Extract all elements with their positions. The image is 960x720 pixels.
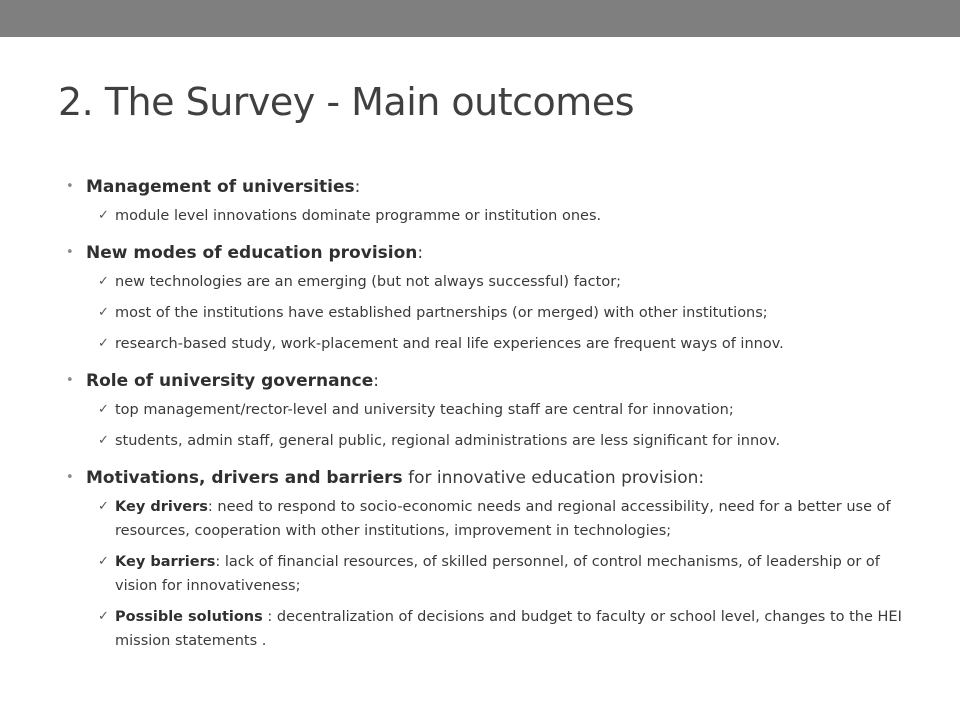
sub-item-lead: Possible solutions xyxy=(115,609,263,625)
bullet-icon: • xyxy=(66,245,74,260)
sub-item xyxy=(84,301,924,325)
top-bar xyxy=(0,0,960,37)
outcome-section xyxy=(66,174,924,228)
section-heading-bold: Management of universities xyxy=(86,177,355,197)
sub-item xyxy=(84,204,924,228)
checkmark-icon: ✓ xyxy=(98,402,109,417)
section-heading xyxy=(66,368,924,394)
section-heading xyxy=(66,174,924,200)
checkmark-icon: ✓ xyxy=(98,433,109,448)
sub-item xyxy=(84,605,924,653)
sub-item-text: research-based study, work-placement and real life experiences are frequent ways of innov. xyxy=(115,336,784,352)
checkmark-icon: ✓ xyxy=(98,554,109,569)
section-heading-rest: : xyxy=(373,371,379,391)
sub-item-lead: Key barriers xyxy=(115,554,216,570)
sub-item-text: students, admin staff, general public, regional administrations are less significant for innov. xyxy=(115,433,781,449)
sub-item xyxy=(84,332,924,356)
checkmark-icon: ✓ xyxy=(98,305,109,320)
bullet-icon: • xyxy=(66,470,74,485)
outcome-section xyxy=(66,240,924,356)
outcome-section xyxy=(66,368,924,453)
section-heading xyxy=(66,240,924,266)
slide-title: 2. The Survey - Main outcomes xyxy=(58,80,635,124)
section-heading-rest: : xyxy=(354,177,361,197)
section-heading-bold: Motivations, drivers and barriers xyxy=(86,468,403,488)
sub-item-text: new technologies are an emerging (but not always successful) factor; xyxy=(115,274,622,290)
sub-item-list xyxy=(66,495,924,653)
sub-item-text: most of the institutions have established partnerships (or merged) with other institutions; xyxy=(115,305,768,321)
outcome-section xyxy=(66,465,924,653)
sub-item-text: module level innovations dominate programme or institution ones. xyxy=(115,208,602,224)
sub-item-text: top management/rector-level and university teaching staff are central for innovation; xyxy=(115,402,734,418)
sub-item-list xyxy=(66,204,924,228)
checkmark-icon: ✓ xyxy=(98,208,109,223)
section-heading-rest: : xyxy=(417,243,424,263)
sub-item-text: : need to respond to socio-economic needs and regional accessibility, need for a better use of resources, cooperation with other institutions, improvement in technologies; xyxy=(115,499,891,539)
sub-item xyxy=(84,550,924,598)
checkmark-icon: ✓ xyxy=(98,336,109,351)
checkmark-icon: ✓ xyxy=(98,274,109,289)
section-heading-rest: for innovative education provision: xyxy=(402,468,705,488)
bullet-icon: • xyxy=(66,373,74,388)
bullet-icon: • xyxy=(66,179,74,194)
sub-item-text: : lack of financial resources, of skilled personnel, of control mechanisms, of leadership or of vision for innovativeness; xyxy=(115,554,880,594)
sub-item-list xyxy=(66,398,924,453)
sub-item-text: : decentralization of decisions and budget to faculty or school level, changes to the HEI mission statements . xyxy=(115,609,902,649)
sub-item xyxy=(84,429,924,453)
slide-content xyxy=(66,174,924,653)
sub-item xyxy=(84,495,924,543)
sub-item xyxy=(84,398,924,422)
checkmark-icon: ✓ xyxy=(98,499,109,514)
section-heading xyxy=(66,465,924,491)
sub-item xyxy=(84,270,924,294)
sub-item-list xyxy=(66,270,924,356)
section-heading-bold: Role of university governance xyxy=(86,371,374,391)
sub-item-lead: Key drivers xyxy=(115,499,208,515)
checkmark-icon: ✓ xyxy=(98,609,109,624)
section-heading-bold: New modes of education provision xyxy=(86,243,418,263)
